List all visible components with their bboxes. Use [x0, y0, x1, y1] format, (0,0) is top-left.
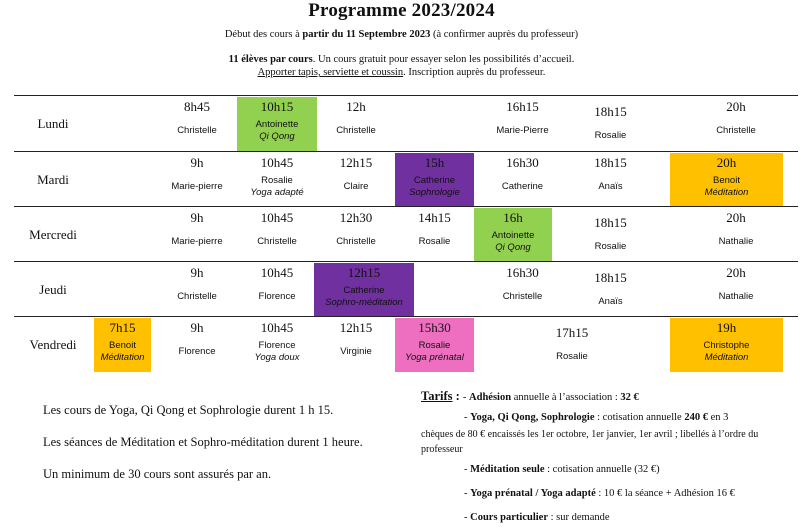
- capacity-line: 11 élèves par cours. Un cours gratuit pour essayer selon les possibilités d’accueil.: [228, 54, 575, 65]
- instructor-name: Claire: [343, 181, 369, 192]
- class-slot: [571, 263, 650, 316]
- class-slot: [474, 153, 571, 206]
- row-divider: [14, 151, 798, 152]
- class-slot: [237, 153, 317, 206]
- instructor-name: Benoit: [713, 175, 740, 186]
- class-slot: [395, 153, 474, 206]
- class-time: 20h: [726, 265, 746, 280]
- class-time: 18h15: [594, 215, 627, 230]
- class-style: Sophrologie: [409, 187, 460, 198]
- class-slot: [237, 208, 317, 261]
- instructor-name: Catherine: [501, 181, 544, 192]
- day-label: Lundi: [37, 116, 69, 131]
- class-slot: [157, 153, 237, 206]
- instructor-name: Florence: [258, 291, 296, 302]
- instructor-name: Antoinette: [255, 119, 299, 130]
- tarifs-adhesion: Tarifs : - Adhésion annuelle à l’association : 32 €: [421, 389, 639, 403]
- instructor-name: Antoinette: [491, 230, 535, 241]
- class-time: 8h45: [184, 99, 210, 114]
- class-slot: [157, 263, 237, 316]
- row-divider: [14, 206, 798, 207]
- class-time: 9h: [190, 265, 204, 280]
- class-style: Qi Qong: [495, 242, 531, 253]
- class-style: Yoga adapté: [250, 187, 304, 198]
- class-time: 20h: [726, 210, 746, 225]
- instructor-name: Rosalie: [261, 175, 293, 186]
- tarifs-particulier: - Cours particulier : sur demande: [464, 512, 610, 523]
- class-time: 15h30: [418, 320, 451, 335]
- instructor-name: Christelle: [257, 236, 297, 247]
- instructor-name: Christelle: [336, 236, 376, 247]
- class-slot: [474, 318, 670, 372]
- class-style: Méditation: [100, 352, 145, 363]
- class-slot: [157, 208, 237, 261]
- class-time: 17h15: [555, 325, 589, 340]
- class-slot: [689, 208, 783, 261]
- class-slot: [395, 318, 474, 372]
- start-date-line: Début des cours à partir du 11 Septembre 2023 (à confirmer auprès du professeur): [224, 29, 579, 40]
- class-slot: [670, 318, 783, 372]
- note-minimum-courses: Un minimum de 30 cours sont assurés par an.: [43, 467, 272, 481]
- day-label: Mardi: [37, 172, 69, 187]
- instructor-name: Virginie: [340, 346, 372, 357]
- class-slot: [571, 153, 650, 206]
- class-slot: [157, 318, 237, 372]
- class-time: 18h15: [594, 270, 627, 285]
- instructor-name: Nathalie: [718, 236, 754, 247]
- instructor-name: Rosalie: [556, 351, 588, 362]
- instructor-name: Christelle: [177, 291, 217, 302]
- class-slot: [317, 97, 395, 151]
- class-slot: [689, 97, 783, 151]
- class-time: 19h: [716, 320, 737, 335]
- class-time: 10h45: [260, 155, 294, 170]
- tarifs-heading: Tarifs: [421, 389, 453, 403]
- class-style: Yoga doux: [254, 352, 300, 363]
- class-slot: [571, 208, 650, 261]
- class-slot: [474, 97, 571, 151]
- tarifs-meditation: - Méditation seule : cotisation annuelle (32 €): [464, 464, 660, 475]
- instructor-name: Marie-Pierre: [496, 125, 549, 136]
- class-time: 9h: [190, 210, 204, 225]
- instructor-name: Christelle: [716, 125, 756, 136]
- instructor-name: Christophe: [703, 340, 750, 351]
- class-time: 12h15: [347, 265, 381, 280]
- instructor-name: Anaïs: [598, 296, 623, 307]
- class-slot: [157, 97, 237, 151]
- instructor-name: Rosalie: [418, 340, 451, 351]
- class-slot: [314, 263, 414, 316]
- instructor-name: Marie-pierre: [171, 181, 223, 192]
- class-time: 16h30: [506, 265, 539, 280]
- class-time: 10h45: [260, 210, 294, 225]
- class-slot: [94, 318, 151, 372]
- class-style: Méditation: [704, 187, 749, 198]
- instructor-name: Christelle: [502, 291, 543, 302]
- class-time: 14h15: [418, 210, 451, 225]
- class-slot: [317, 208, 395, 261]
- instructor-name: Florence: [178, 346, 216, 357]
- class-time: 9h: [190, 155, 204, 170]
- class-time: 20h: [726, 99, 746, 114]
- instructor-name: Nathalie: [718, 291, 754, 302]
- class-slot: [571, 97, 650, 151]
- instructor-name: Rosalie: [594, 241, 627, 252]
- class-style: Sophro-méditation: [325, 297, 403, 308]
- class-time: 18h15: [594, 155, 627, 170]
- class-time: 18h15: [594, 104, 627, 119]
- instructor-name: Rosalie: [418, 236, 451, 247]
- row-divider: [14, 95, 798, 96]
- class-slot: [670, 153, 783, 206]
- class-time: 10h15: [260, 99, 294, 114]
- instructor-name: Marie-pierre: [171, 236, 223, 247]
- day-label: Jeudi: [39, 282, 67, 297]
- instructor-name: Catherine: [343, 285, 385, 296]
- class-time: 12h15: [339, 155, 373, 170]
- tarifs-prenatal: - Yoga prénatal / Yoga adapté : 10 € la séance + Adhésion 16 €: [464, 488, 735, 499]
- class-style: Qi Qong: [259, 131, 295, 142]
- tarifs-yoga-line2: chèques de 80 € encaissés les 1er octobre, 1er janvier, 1er avril ; libellés à l’ordre du: [421, 429, 759, 440]
- class-style: Méditation: [704, 352, 749, 363]
- day-label: Mercredi: [29, 227, 77, 242]
- capacity: 11 élèves par cours: [228, 54, 313, 65]
- bring-items-line: Apporter tapis, serviette et coussin. Inscription auprès du professeur.: [257, 67, 546, 78]
- instructor-name: Anaïs: [598, 181, 623, 192]
- class-time: 16h: [503, 210, 523, 225]
- instructor-name: Florence: [258, 340, 296, 351]
- tarifs-yoga: - Yoga, Qi Qong, Sophrologie : cotisation annuelle 240 € en 3: [464, 412, 729, 423]
- class-slot: [395, 208, 474, 261]
- instructor-name: Catherine: [413, 175, 456, 186]
- class-slot: [474, 263, 571, 316]
- class-time: 20h: [716, 155, 737, 170]
- class-time: 7h15: [109, 320, 136, 335]
- class-slot: [689, 263, 783, 316]
- class-time: 10h45: [260, 265, 294, 280]
- class-time: 10h45: [260, 320, 294, 335]
- class-slot: [317, 153, 395, 206]
- row-divider: [14, 316, 798, 317]
- class-time: 12h: [346, 99, 366, 114]
- day-label: Vendredi: [29, 337, 77, 352]
- instructor-name: Christelle: [177, 125, 217, 136]
- class-slot: [474, 208, 552, 261]
- class-slot: [237, 263, 317, 316]
- class-time: 15h: [424, 155, 445, 170]
- tarifs-yoga-line3: professeur: [421, 444, 463, 455]
- start-date: partir du 11 Septembre 2023: [302, 29, 431, 40]
- instructor-name: Benoit: [109, 340, 136, 351]
- class-time: 12h30: [339, 210, 373, 225]
- page-title: Programme 2023/2024: [308, 0, 495, 21]
- class-time: 9h: [190, 320, 204, 335]
- class-time: 16h15: [506, 99, 539, 114]
- instructor-name: Rosalie: [594, 130, 627, 141]
- class-slot: [237, 318, 317, 372]
- row-divider: [14, 261, 798, 262]
- note-duration-yoga: Les cours de Yoga, Qi Qong et Sophrologie durent 1 h 15.: [43, 403, 334, 417]
- class-time: 12h15: [339, 320, 373, 335]
- class-slot: [237, 97, 317, 151]
- instructor-name: Christelle: [336, 125, 376, 136]
- class-slot: [317, 318, 395, 372]
- class-time: 16h30: [506, 155, 539, 170]
- note-duration-meditation: Les séances de Méditation et Sophro-méditation durent 1 heure.: [43, 435, 363, 449]
- class-style: Yoga prénatal: [405, 352, 464, 363]
